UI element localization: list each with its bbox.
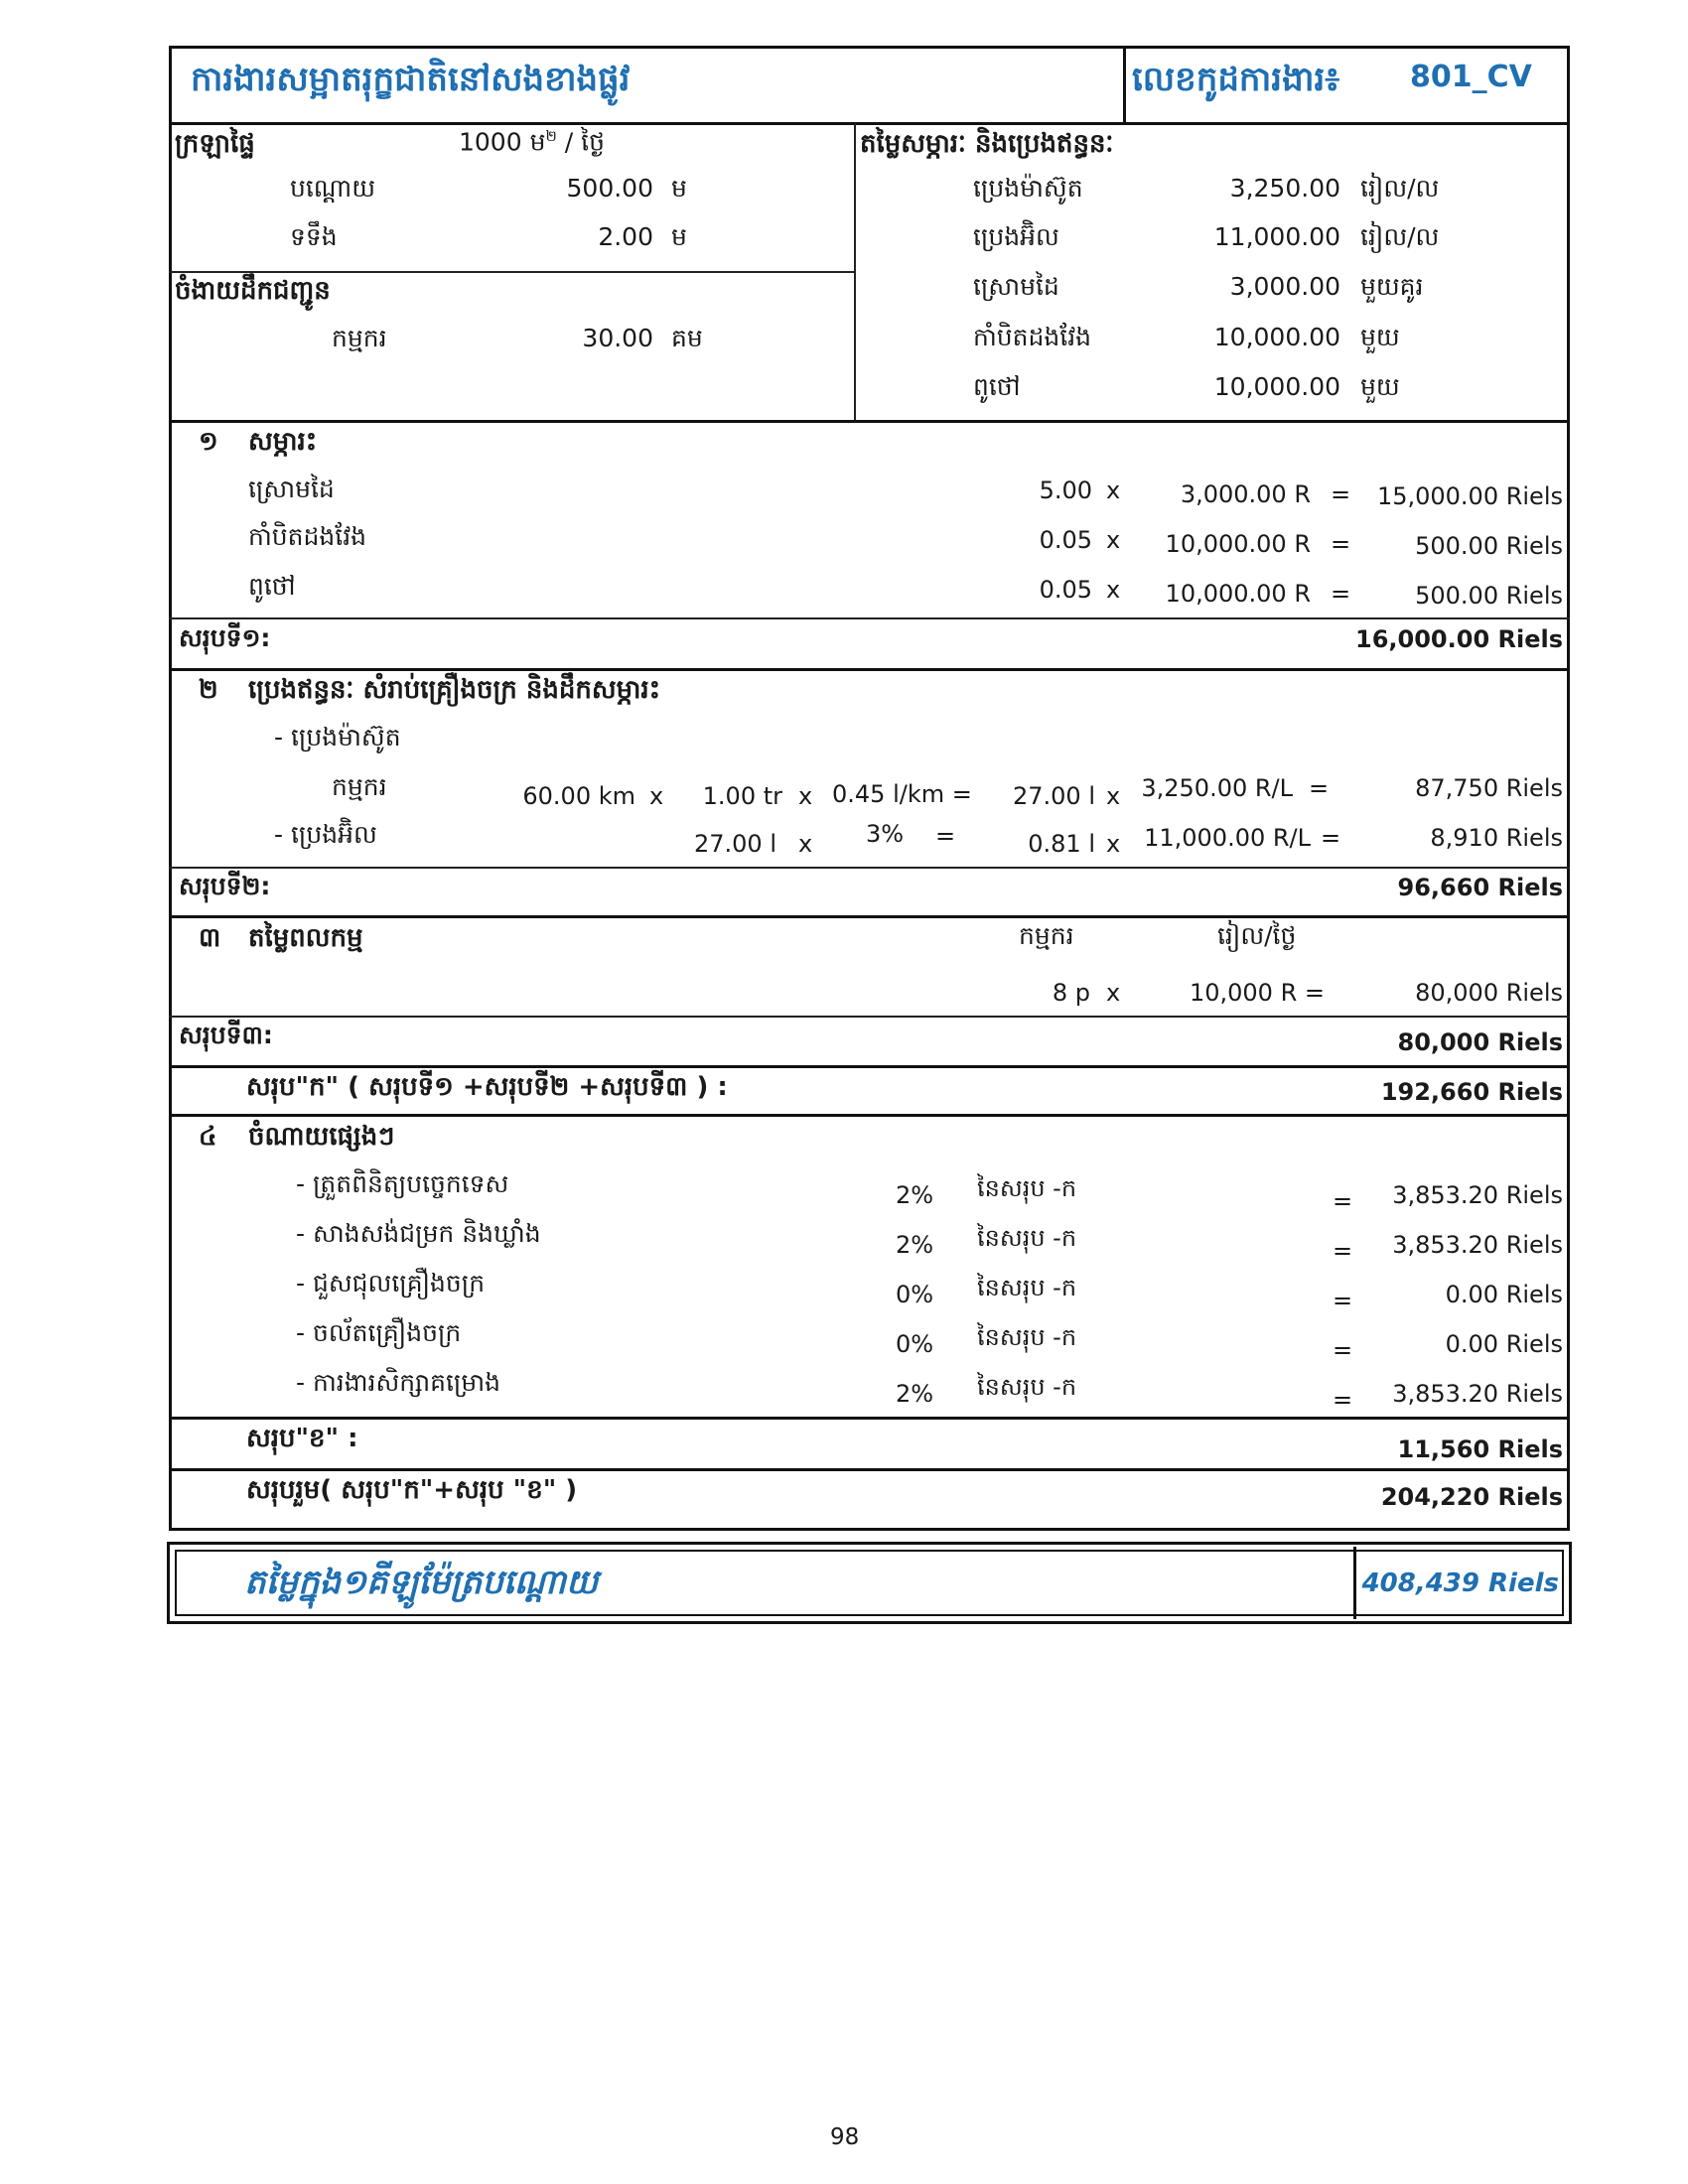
s2-oil-litres-in: 27.00 l: [693, 830, 776, 858]
s3-total: 80,000 Riels: [1415, 979, 1563, 1007]
s2-oil-label: - ប្រេងអ៊ិល: [274, 820, 377, 849]
s4-row3-label: - ជួសជុលគ្រឿងចក្រ: [296, 1269, 486, 1297]
s4-row2-pct: 2%: [896, 1231, 934, 1259]
price-machete-label: កាំបិតដងវែង: [973, 323, 1092, 351]
s4-row1-label: - ត្រួតពិនិត្យបច្ចេកទេស: [296, 1169, 509, 1198]
total-b-label: សរុប"ខ" :: [246, 1424, 358, 1453]
s2-worker-label: កម្មករ: [332, 772, 387, 801]
s1-gloves-total: 15,000.00 Riels: [1376, 482, 1563, 510]
prices-label: តម្លៃសម្ភារៈ និងប្រេងឥន្ធនៈ: [860, 129, 1114, 159]
total-a-bottom-rule: [169, 1114, 1570, 1117]
s1-machete-qty: 0.05: [1039, 526, 1092, 554]
cost-per-km-value: 408,439 Riels: [1361, 1569, 1559, 1598]
grand-total-value: 204,220 Riels: [1380, 1483, 1563, 1511]
s1-subtotal-value: 16,000.00 Riels: [1355, 625, 1563, 653]
price-gloves-value: 3,000.00: [1229, 272, 1340, 301]
s3-qty: 8 p: [1052, 979, 1090, 1007]
s1-axe-price: 10,000.00 R: [1165, 580, 1311, 608]
s4-row4-pct: 0%: [896, 1330, 934, 1358]
s4-row5-label: - ការងារសិក្សាគម្រោង: [296, 1368, 501, 1397]
s4-row4-of: នៃសរុប -ក: [977, 1323, 1077, 1351]
price-oil-value: 11,000.00: [1213, 222, 1340, 251]
s2-oil-x2: x: [1106, 830, 1121, 858]
s4-row1-of: នៃសរុប -ក: [977, 1174, 1077, 1202]
productivity-label: ក្រឡាផ្ទៃ: [175, 129, 255, 159]
s3-bottom-rule: [169, 1065, 1570, 1068]
s1-machete-total: 500.00 Riels: [1415, 532, 1563, 560]
s3-col-rate: រៀល/ថ្ងៃ: [1217, 921, 1297, 950]
s2-worker-litres: 27.00 l: [1012, 782, 1095, 810]
price-oil-label: ប្រេងអ៊ិល: [973, 222, 1059, 251]
price-machete-value: 10,000.00: [1213, 323, 1340, 351]
s3-subtotal-value: 80,000 Riels: [1397, 1028, 1563, 1056]
s2-oil-litres: 0.81 l: [1028, 830, 1095, 858]
s1-axe-eq: =: [1331, 580, 1351, 608]
s1-subtotal-label: សរុបទី១:: [179, 623, 271, 652]
s1-machete-price: 10,000.00 R: [1165, 530, 1311, 558]
productivity-bottom-rule: [169, 271, 855, 273]
s4-row4-label: - ចល័តគ្រឿងចក្រ: [296, 1318, 462, 1347]
s2-worker-x2: x: [798, 782, 813, 810]
length-label: បណ្ដោយ: [290, 174, 376, 203]
transport-label: ចំងាយដឹកជញ្ជូន: [175, 276, 331, 306]
section1-number: ១: [199, 427, 218, 457]
s2-worker-eq: =: [1309, 774, 1330, 802]
price-diesel-unit: រៀល/ល: [1360, 174, 1440, 203]
s2-diesel-label: - ប្រេងម៉ាស៊ូត: [274, 723, 401, 751]
price-axe-value: 10,000.00: [1213, 372, 1340, 401]
s2-oil-x1: x: [798, 830, 813, 858]
s4-row4-eq: =: [1333, 1336, 1353, 1364]
cost-per-km-label: តម្លៃក្នុង១គីឡូម៉ែត្របណ្ដោយ: [244, 1563, 599, 1602]
s2-worker-total: 87,750 Riels: [1415, 774, 1563, 802]
productivity-value: [459, 127, 605, 163]
total-b-bottom-rule: [169, 1468, 1570, 1471]
s2-oil-price: 11,000.00 R/L: [1144, 824, 1311, 852]
length-unit: ម: [671, 174, 687, 203]
total-a-value: 192,660 Riels: [1380, 1078, 1563, 1106]
work-code-value: 801_CV: [1410, 60, 1532, 94]
s2-subtotal-top-rule: [169, 867, 1570, 869]
s2-subtotal-label: សរុបទី២:: [179, 872, 271, 900]
work-title: ការងារសម្អាតរុក្ខជាតិនៅសងខាងផ្លូវ: [191, 60, 631, 99]
price-gloves-label: ស្រោមដៃ: [973, 272, 1059, 301]
page-number: 98: [830, 2124, 860, 2150]
s4-row1-eq: =: [1333, 1187, 1353, 1215]
work-code-label: លេខកូដការងារ៖: [1132, 60, 1340, 99]
section3-number: ៣: [199, 923, 221, 953]
productivity-unit: / ថ្ងៃ: [564, 127, 605, 157]
section1-title: សម្ភារះ: [248, 427, 318, 457]
s1-bottom-rule: [169, 668, 1570, 671]
s2-oil-total: 8,910 Riels: [1430, 824, 1563, 852]
s4-row1-total: 3,853.20 Riels: [1392, 1181, 1563, 1209]
s4-row3-pct: 0%: [896, 1281, 934, 1308]
productivity-area: 1000 ម: [459, 127, 546, 157]
s4-row5-of: នៃសរុប -ក: [977, 1373, 1077, 1401]
s1-axe-total: 500.00 Riels: [1415, 582, 1563, 610]
s4-row5-eq: =: [1333, 1386, 1353, 1414]
transport-worker-value: 30.00: [582, 324, 653, 352]
s1-machete-eq: =: [1331, 530, 1351, 558]
s2-worker-trips: 1.00 tr: [702, 782, 782, 810]
price-axe-label: ពូថៅ: [973, 372, 1021, 401]
s1-gloves-qty: 5.00: [1039, 477, 1092, 504]
s4-row5-pct: 2%: [896, 1380, 934, 1408]
s1-gloves-eq: =: [1331, 480, 1351, 508]
s4-row2-eq: =: [1333, 1237, 1353, 1265]
s1-machete-label: កាំបិតដងវែង: [248, 522, 367, 551]
productivity-sup: ២: [545, 127, 557, 145]
s1-axe-qty: 0.05: [1039, 576, 1092, 604]
cost-per-km-divider: [1353, 1547, 1356, 1619]
width-label: ទទឹង: [290, 222, 338, 251]
s4-row4-total: 0.00 Riels: [1445, 1330, 1563, 1358]
section2-title: ប្រេងឥន្ធនៈ សំរាប់គ្រឿងចក្រ និងដឹកសម្ភារះ: [248, 675, 661, 705]
section3-title: តម្លៃពលកម្ម: [248, 923, 363, 953]
section4-number: ៤: [199, 1122, 217, 1152]
s1-gloves-price: 3,000.00 R: [1180, 480, 1311, 508]
s2-oil-pct: 3%: [866, 820, 905, 848]
s4-row3-of: នៃសរុប -ក: [977, 1274, 1077, 1301]
s3-subtotal-top-rule: [169, 1016, 1570, 1018]
s2-worker-km: 60.00 km: [522, 782, 635, 810]
s1-machete-x: x: [1106, 526, 1121, 554]
s2-oil-eq1: =: [935, 822, 956, 850]
transport-worker-unit: គម: [671, 324, 703, 352]
s1-gloves-x: x: [1106, 477, 1121, 504]
transport-worker-label: កម្មករ: [332, 324, 387, 352]
s2-worker-price: 3,250.00 R/L: [1141, 774, 1293, 802]
price-diesel-label: ប្រេងម៉ាស៊ូត: [973, 174, 1083, 203]
s4-row1-pct: 2%: [896, 1181, 934, 1209]
s4-row3-eq: =: [1333, 1287, 1353, 1314]
s1-axe-x: x: [1106, 576, 1121, 604]
s4-bottom-rule: [169, 1417, 1570, 1420]
total-a-label: សរុប"ក" ( សរុបទី១ +សរុបទី២ +សរុបទី៣ ) :: [246, 1072, 728, 1102]
s1-subtotal-top-rule: [169, 617, 1570, 619]
s2-oil-eq2: =: [1321, 824, 1341, 852]
s4-row2-total: 3,853.20 Riels: [1392, 1231, 1563, 1259]
s1-axe-label: ពូថៅ: [248, 572, 296, 601]
section2-number: ២: [199, 675, 218, 705]
width-unit: ម: [671, 222, 687, 251]
s4-row2-label: - សាងសង់ជម្រក និងឃ្លាំង: [296, 1219, 541, 1248]
price-oil-unit: រៀល/ល: [1360, 222, 1440, 251]
width-value: 2.00: [598, 222, 653, 251]
price-diesel-value: 3,250.00: [1229, 174, 1340, 203]
section4-title: ចំណាយផ្សេងៗ: [248, 1122, 395, 1152]
s3-col-worker: កម្មករ: [1019, 921, 1074, 950]
header-bottom-rule: [169, 122, 1570, 125]
s2-worker-rate: 0.45 l/km =: [832, 780, 972, 808]
price-machete-unit: មួយ: [1360, 323, 1400, 351]
s4-row5-total: 3,853.20 Riels: [1392, 1380, 1563, 1408]
s3-subtotal-label: សរុបទី៣:: [179, 1021, 273, 1049]
s2-worker-x1: x: [649, 782, 664, 810]
s1-gloves-label: ស្រោមដៃ: [248, 475, 335, 503]
s2-subtotal-value: 96,660 Riels: [1397, 874, 1563, 901]
header-divider: [1123, 46, 1126, 123]
s2-bottom-rule: [169, 915, 1570, 918]
price-axe-unit: មួយ: [1360, 372, 1400, 401]
s4-row3-total: 0.00 Riels: [1445, 1281, 1563, 1308]
s2-worker-x3: x: [1106, 782, 1121, 810]
s4-row2-of: នៃសរុប -ក: [977, 1224, 1077, 1252]
s3-x: x: [1106, 979, 1121, 1007]
price-gloves-unit: មួយគូរ: [1360, 272, 1424, 301]
total-b-value: 11,560 Riels: [1397, 1435, 1563, 1463]
length-value: 500.00: [566, 174, 653, 203]
info-bottom-rule: [169, 420, 1570, 423]
s3-price: 10,000 R =: [1189, 979, 1325, 1007]
grand-total-label: សរុបរួម( សរុប"ក"+សរុប "ខ" ): [246, 1475, 578, 1505]
